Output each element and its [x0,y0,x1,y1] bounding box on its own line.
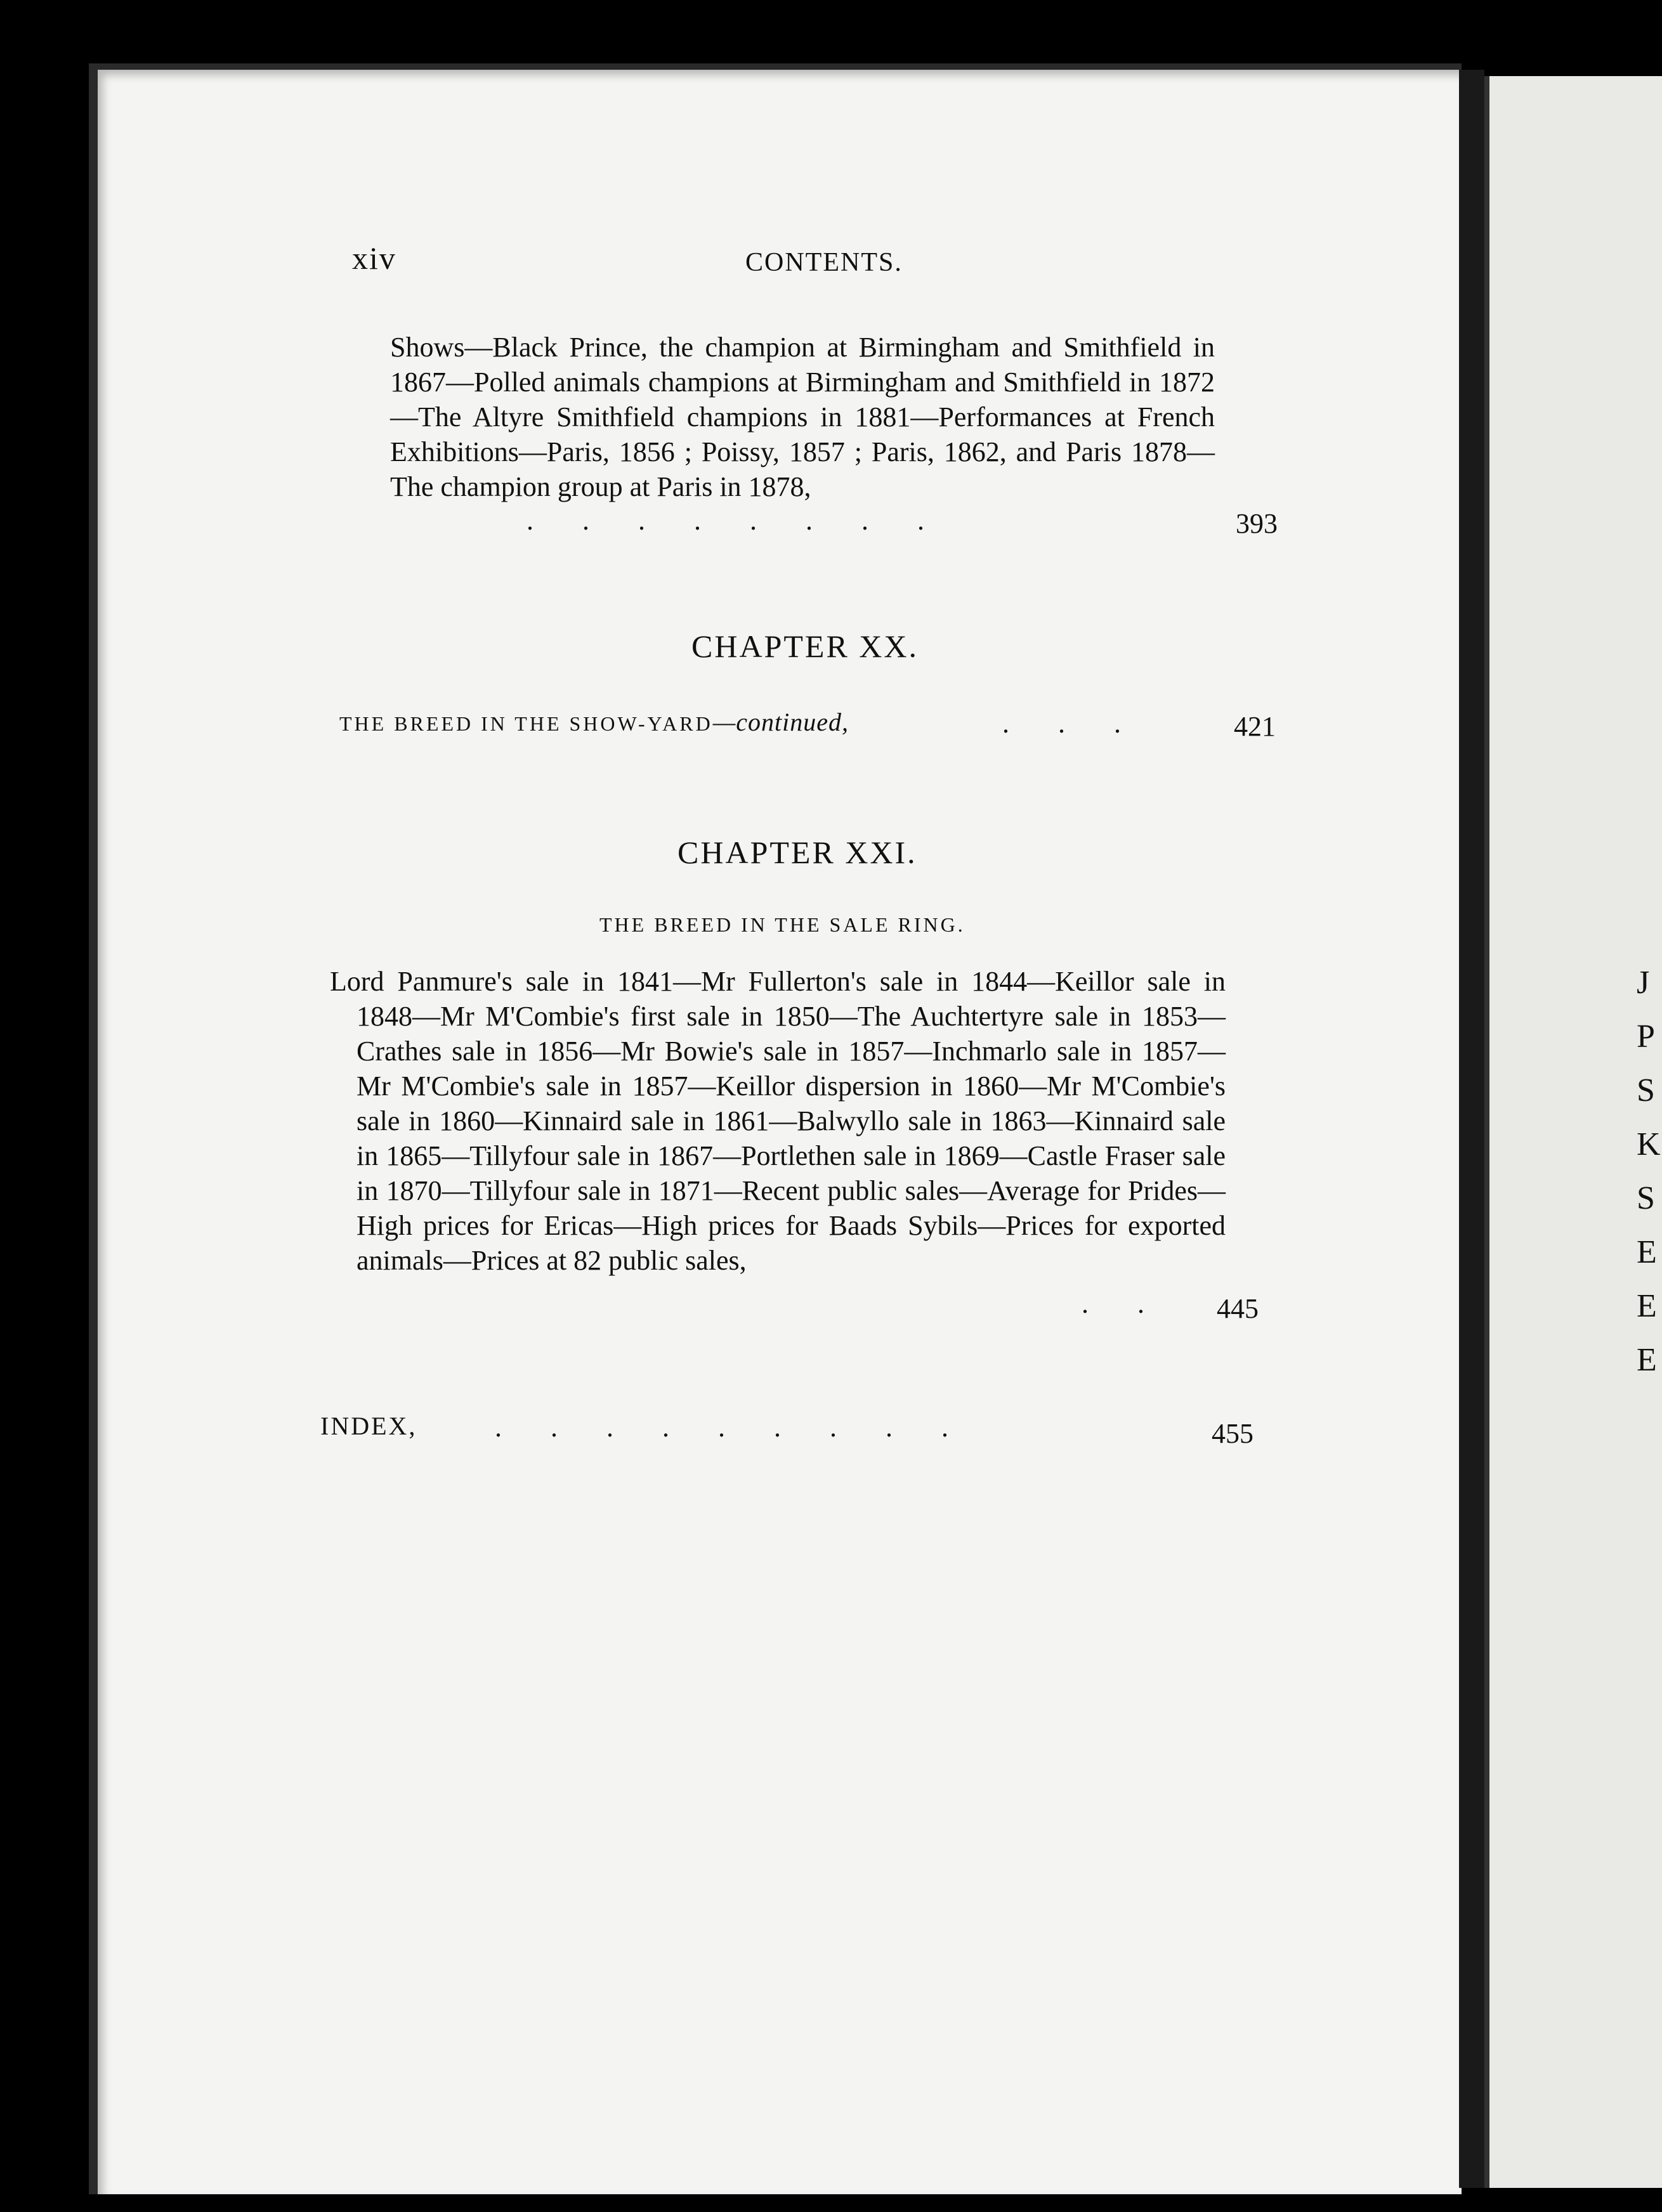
running-title: CONTENTS. [745,248,903,277]
toc-entry-text: Shows—Black Prince, the champion at Birmingham and Smithfield in 1867—Polled animals champions at Birmingham and Smithfield in 1872—The Altyre Smithfield champions in 1881—Performances at French Exhibitions—Paris, 1856 ; Poissy, 1857 ; Paris, 1862, and Paris 1878—The champion group at Paris in 1878, [390,332,1215,502]
facing-page-letter: S [1637,1180,1655,1216]
facing-page-letter: S [1637,1072,1655,1109]
leader-dots: . . [1082,1288,1144,1319]
chapter-heading: CHAPTER XXI. [677,835,917,870]
toc-entry-chapter21 [330,964,1226,1278]
facing-page-edge [1484,76,1662,2188]
chapter-subtitle-italic: —continued, [712,708,849,736]
chapter-subtitle [339,707,849,737]
leader-dots: . . . . . . . . [527,505,924,536]
toc-entry-chapter19 [390,330,1215,504]
toc-page-number: 421 [1234,711,1276,742]
facing-page-letter: J [1637,965,1650,1001]
toc-page-number: 445 [1217,1293,1259,1324]
leader-dots: . . . . . . . . . [495,1412,948,1443]
facing-page-letter: P [1637,1018,1655,1055]
page-gutter [1459,70,1484,2188]
page-number-roman: xiv [352,240,396,276]
toc-entry-text: Lord Panmure's sale in 1841—Mr Fullerton's sale in 1844—Keillor sale in 1848—Mr M'Combie's first sale in 1850—The Auchtertyre sale in 1853—Crathes sale in 1856—Mr Bowie's sale in 1857—Inchmarlo sale in 1857—Mr M'Combie's sale in 1857—Keillor dispersion in 1860—Mr M'Combie's sale in 1860—Kinnaird sale in 1861—Balwyllo sale in 1863—Kinnaird sale in 1865—Tillyfour sale in 1867—Portlethen sale in 1869—Castle Fraser sale in 1870—Tillyfour sale in 1871—Recent public sales—Average for Prides—High prices for Ericas—High prices for Baads Sybils—Prices for exported animals—Prices at 82 public sales, [330,966,1226,1276]
facing-page-letter: E [1637,1288,1657,1324]
facing-page-letter: E [1637,1342,1657,1378]
toc-page-number: 393 [1236,508,1278,539]
index-label: INDEX, [320,1412,417,1440]
facing-page-letter: K [1637,1126,1661,1162]
leader-dots: . . . [1002,708,1121,739]
toc-page-number: 455 [1212,1418,1253,1449]
chapter-subtitle: THE BREED IN THE SALE RING. [599,913,965,936]
facing-page-letter: E [1637,1234,1657,1270]
chapter-subtitle-caps: THE BREED IN THE SHOW-YARD [339,712,713,735]
chapter-heading: CHAPTER XX. [691,628,919,664]
